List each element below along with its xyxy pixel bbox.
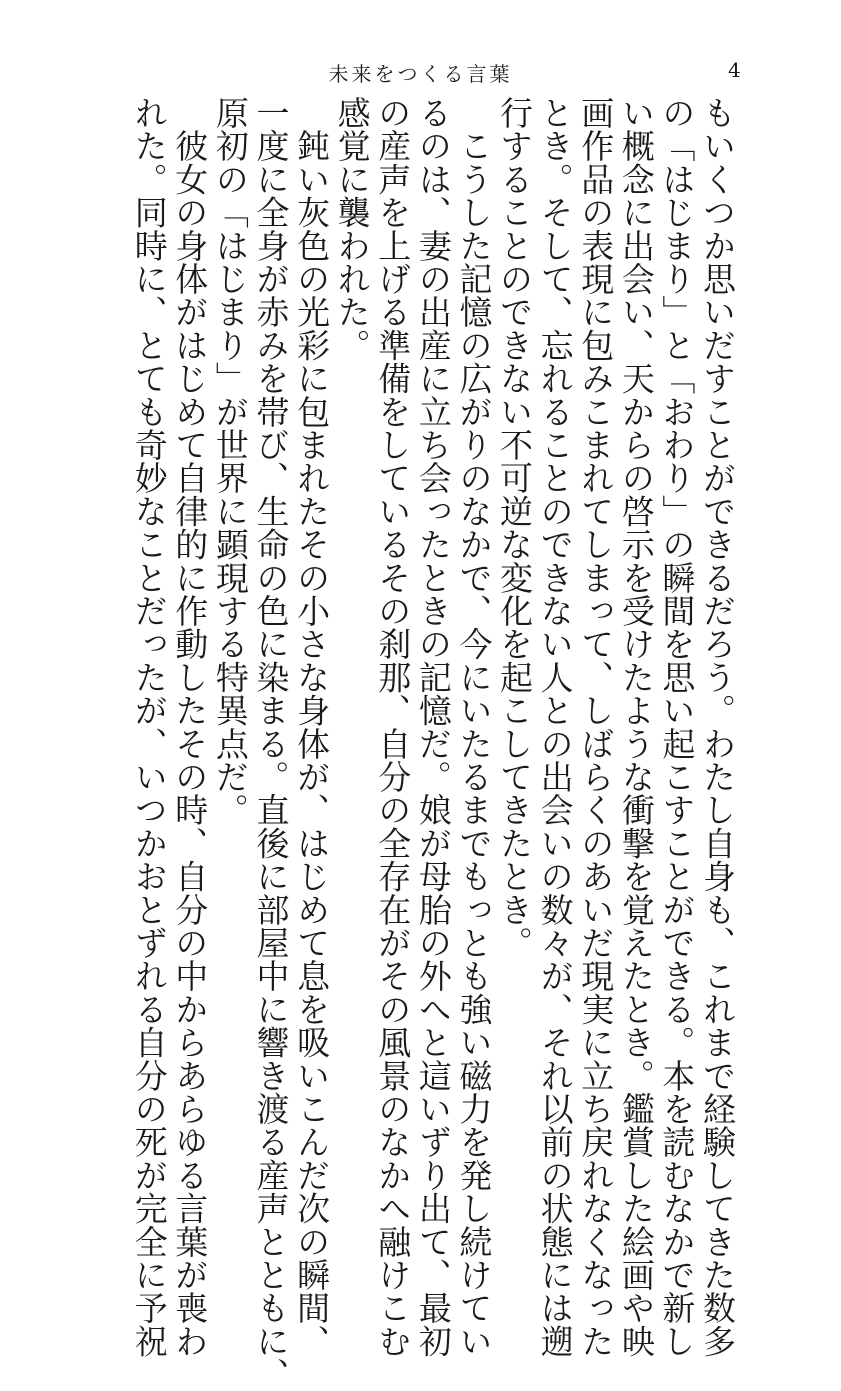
page-number: 4	[728, 58, 741, 82]
paragraph-1: もいくつか思いだすことができるだろう。わたし自身も、これまで経験してきた数多 の「はじまり」と「おわり」の瞬間を思い起こすことができる。本を読むなかで新し い概念に出会い、天からの啓示を受けたような衝撃を覚えたとき。鑑賞した絵画や映 画作品の表現に包みこまれてしまって、しばらくのあいだ現実に立ち戻れなくなった とき。そして、忘れることのできない人との出会いの数々が、それ以前の状態には遡 行することのできない不可逆な変化を起こしてきたとき。	[495, 96, 737, 1358]
vertical-text-body	[128, 96, 737, 1391]
paragraph-4: 彼女の身体がはじめて自律的に作動したその時、自分の中からあらゆる言葉が喪わ れた。同時に、とても奇妙なことだったが、いつかおとずれる自分の死が完全に予祝	[129, 96, 210, 1358]
paragraph-3: 鈍い灰色の光彩に包まれたその小さな身体が、はじめて息を吸いこんだ次の瞬間、 一度に全身が赤みを帯び、生命の色に染まる。直後に部屋中に響き渡る産声とともに、 原初の「はじまり」が世界に顕現する特異点だ。	[210, 96, 332, 1391]
running-title: 未来をつくる言葉	[328, 62, 513, 86]
paragraph-2: こうした記憶の広がりのなかで、今にいたるまでもっとも強い磁力を発し続けてい るのは、妻の出産に立ち会ったときの記憶だ。娘が母胎の外へと這いずり出て、最初 の産声を上げる準備をしているその刹那、自分の全存在がその風景のなかへ融けこむ 感覚に襲われた。	[332, 96, 494, 1358]
